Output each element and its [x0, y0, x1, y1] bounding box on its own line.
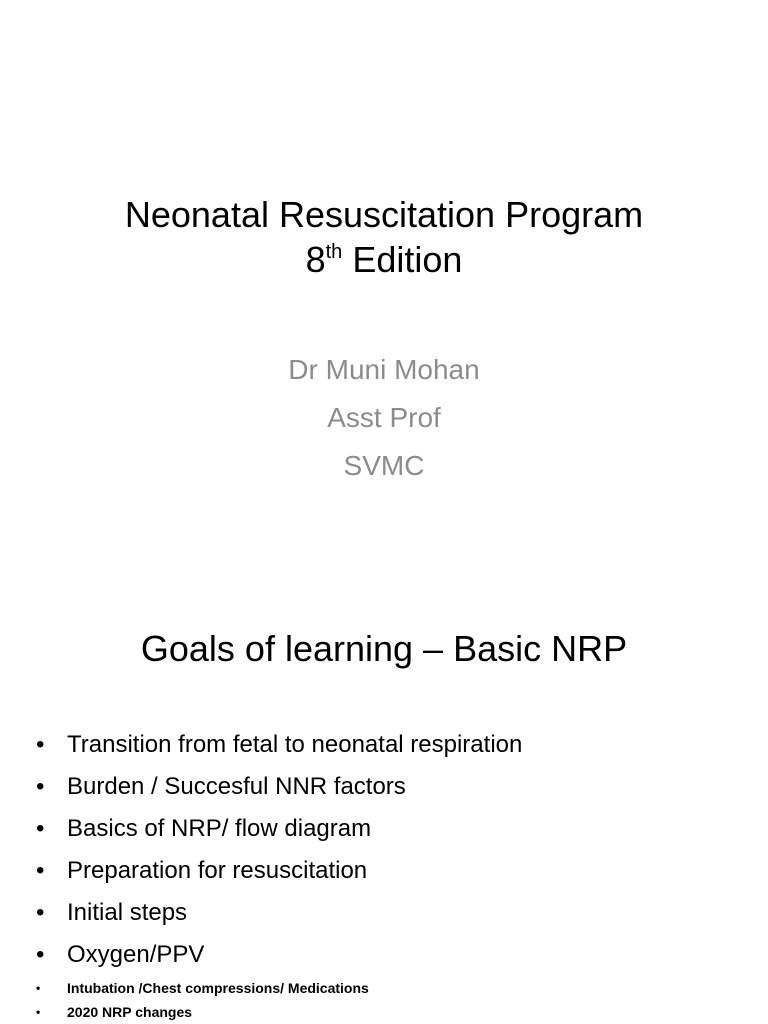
list-item-text: Intubation /Chest compressions/ Medications [67, 980, 369, 996]
edition-ordinal-suffix: th [325, 241, 343, 263]
bullet-icon: • [36, 981, 41, 995]
list-item-text: Basics of NRP/ flow diagram [67, 815, 372, 842]
list-item [36, 808, 756, 850]
bullet-icon: • [36, 815, 45, 842]
slide-title: Goals of learning – Basic NRP [140, 628, 628, 669]
bullet-icon: • [36, 773, 45, 800]
list-item-small [36, 1000, 756, 1024]
author-position: Asst Prof [327, 402, 441, 433]
author-institution: SVMC [343, 450, 425, 481]
edition-number: 8 [305, 239, 326, 280]
bullet-icon: • [36, 941, 45, 968]
list-item [36, 892, 756, 934]
goals-slide [0, 576, 768, 1024]
list-item-text: Transition from fetal to neonatal respiration [67, 731, 523, 758]
list-item-text: Preparation for resuscitation [67, 857, 368, 884]
list-item-text: Oxygen/PPV [67, 941, 205, 968]
list-item [36, 850, 756, 892]
list-item [36, 724, 756, 766]
author-name: Dr Muni Mohan [288, 354, 480, 385]
list-item-text: Initial steps [67, 899, 188, 926]
slide-subtitle [0, 346, 768, 490]
list-item-small [36, 976, 756, 1000]
list-item [36, 766, 756, 808]
title-line-2 [0, 237, 768, 282]
bullet-icon: • [36, 899, 45, 926]
bullet-icon: • [36, 1005, 41, 1019]
bullet-icon: • [36, 857, 45, 884]
list-item-text: Burden / Succesful NNR factors [67, 773, 406, 800]
list-item-text: 2020 NRP changes [67, 1004, 193, 1020]
slide-title [0, 192, 768, 282]
title-line-1: Neonatal Resuscitation Program [124, 194, 644, 235]
bullet-list [36, 724, 756, 1024]
edition-word: Edition [342, 239, 463, 280]
bullet-icon: • [36, 731, 45, 758]
list-item [36, 934, 756, 976]
